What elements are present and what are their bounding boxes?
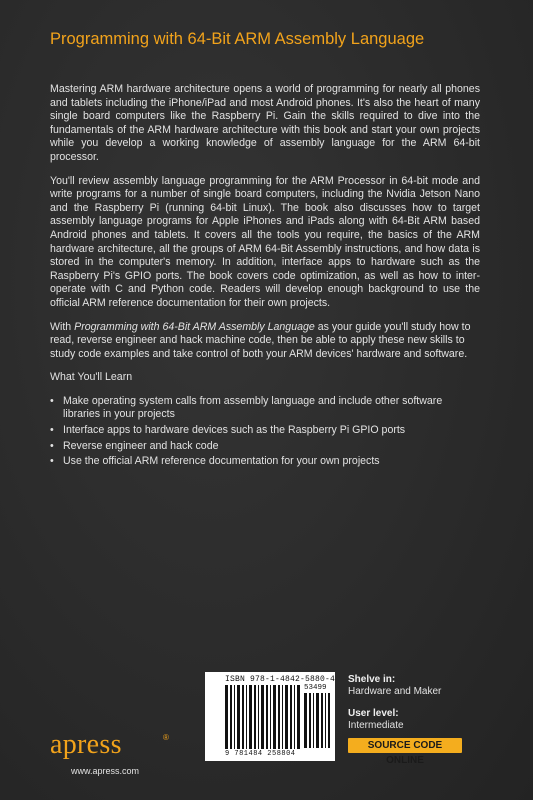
publisher-logo-text: apress xyxy=(50,729,122,760)
list-item: • Make operating system calls from assembly language and include other software libraries in your projects xyxy=(50,395,480,422)
price-barcode-bars-icon xyxy=(304,693,330,748)
user-level-label: User level: xyxy=(348,708,399,719)
registered-mark-icon: ® xyxy=(163,733,169,742)
barcode-number: 9 781484 258804 xyxy=(225,750,296,758)
list-item: • Interface apps to hardware devices such as the Raspberry Pi GPIO ports xyxy=(50,424,480,438)
price-code: 53499 xyxy=(304,684,327,692)
publisher-url: www.apress.com xyxy=(71,766,140,776)
shelve-label: Shelve in: xyxy=(348,674,396,685)
list-item: • Reverse engineer and hack code xyxy=(50,440,480,454)
learn-list xyxy=(50,395,480,469)
paragraph-guide xyxy=(50,321,480,362)
paragraph-guide-book-title: Programming with 64-Bit ARM Assembly Language xyxy=(74,320,315,333)
paragraph-guide-suffix: as your guide you'll study how to read, reverse engineer and hack machine code, then be able to apply these new skills to study code examples and take control of both your ARM devices' hardware and software. xyxy=(50,320,471,360)
paragraph-review: You'll review assembly language programming for the ARM Processor in 64-bit mode and write programs for a number of single board computers, including the Nvidia Jetson Nano and the Raspberry Pi (running 64-bit Linux). The book also discusses how to target assembly language programs for Apple iPhones and iPads along with 64-Bit ARM based Android phones and tablets. It covers all the tools you require, the basics of the ARM hardware architecture, all the groups of ARM 64-Bit Assembly instructions, and how data is stored in the computer's memory. In addition, interface apps to hardware such as the Raspberry Pi's GPIO ports. The book covers code optimization, as well as how to inter-operate with C and Python code. Readers will develop enough background to use the official ARM reference documentation for their own projects. xyxy=(50,174,480,309)
description xyxy=(50,83,480,471)
learn-heading: What You'll Learn xyxy=(50,371,133,384)
barcode xyxy=(205,672,335,761)
paragraph-guide-prefix: With xyxy=(50,320,75,333)
list-item: • Use the official ARM reference documentation for your own projects xyxy=(50,455,480,469)
isbn-label: ISBN 978-1-4842-5880-4 xyxy=(225,675,336,684)
barcode-bars-icon xyxy=(225,685,301,749)
source-code-badge: SOURCE CODE ONLINE xyxy=(348,738,462,753)
shelving-info xyxy=(348,674,508,742)
shelve-value: Hardware and Maker xyxy=(348,686,442,697)
book-title: Programming with 64-Bit ARM Assembly Language xyxy=(50,30,425,48)
user-level-value: Intermediate xyxy=(348,720,404,731)
paragraph-intro: Mastering ARM hardware architecture opens a world of programming for nearly all phones and tablets including the iPhone/iPad and most Android phones. It's also the heart of many single board computers like the Raspberry Pi. Gain the skills required to dive into the fundamentals of the ARM hardware architecture with this book and start your own projects while you develop a working knowledge of assembly language for the ARM 64-bit processor. xyxy=(50,83,480,163)
